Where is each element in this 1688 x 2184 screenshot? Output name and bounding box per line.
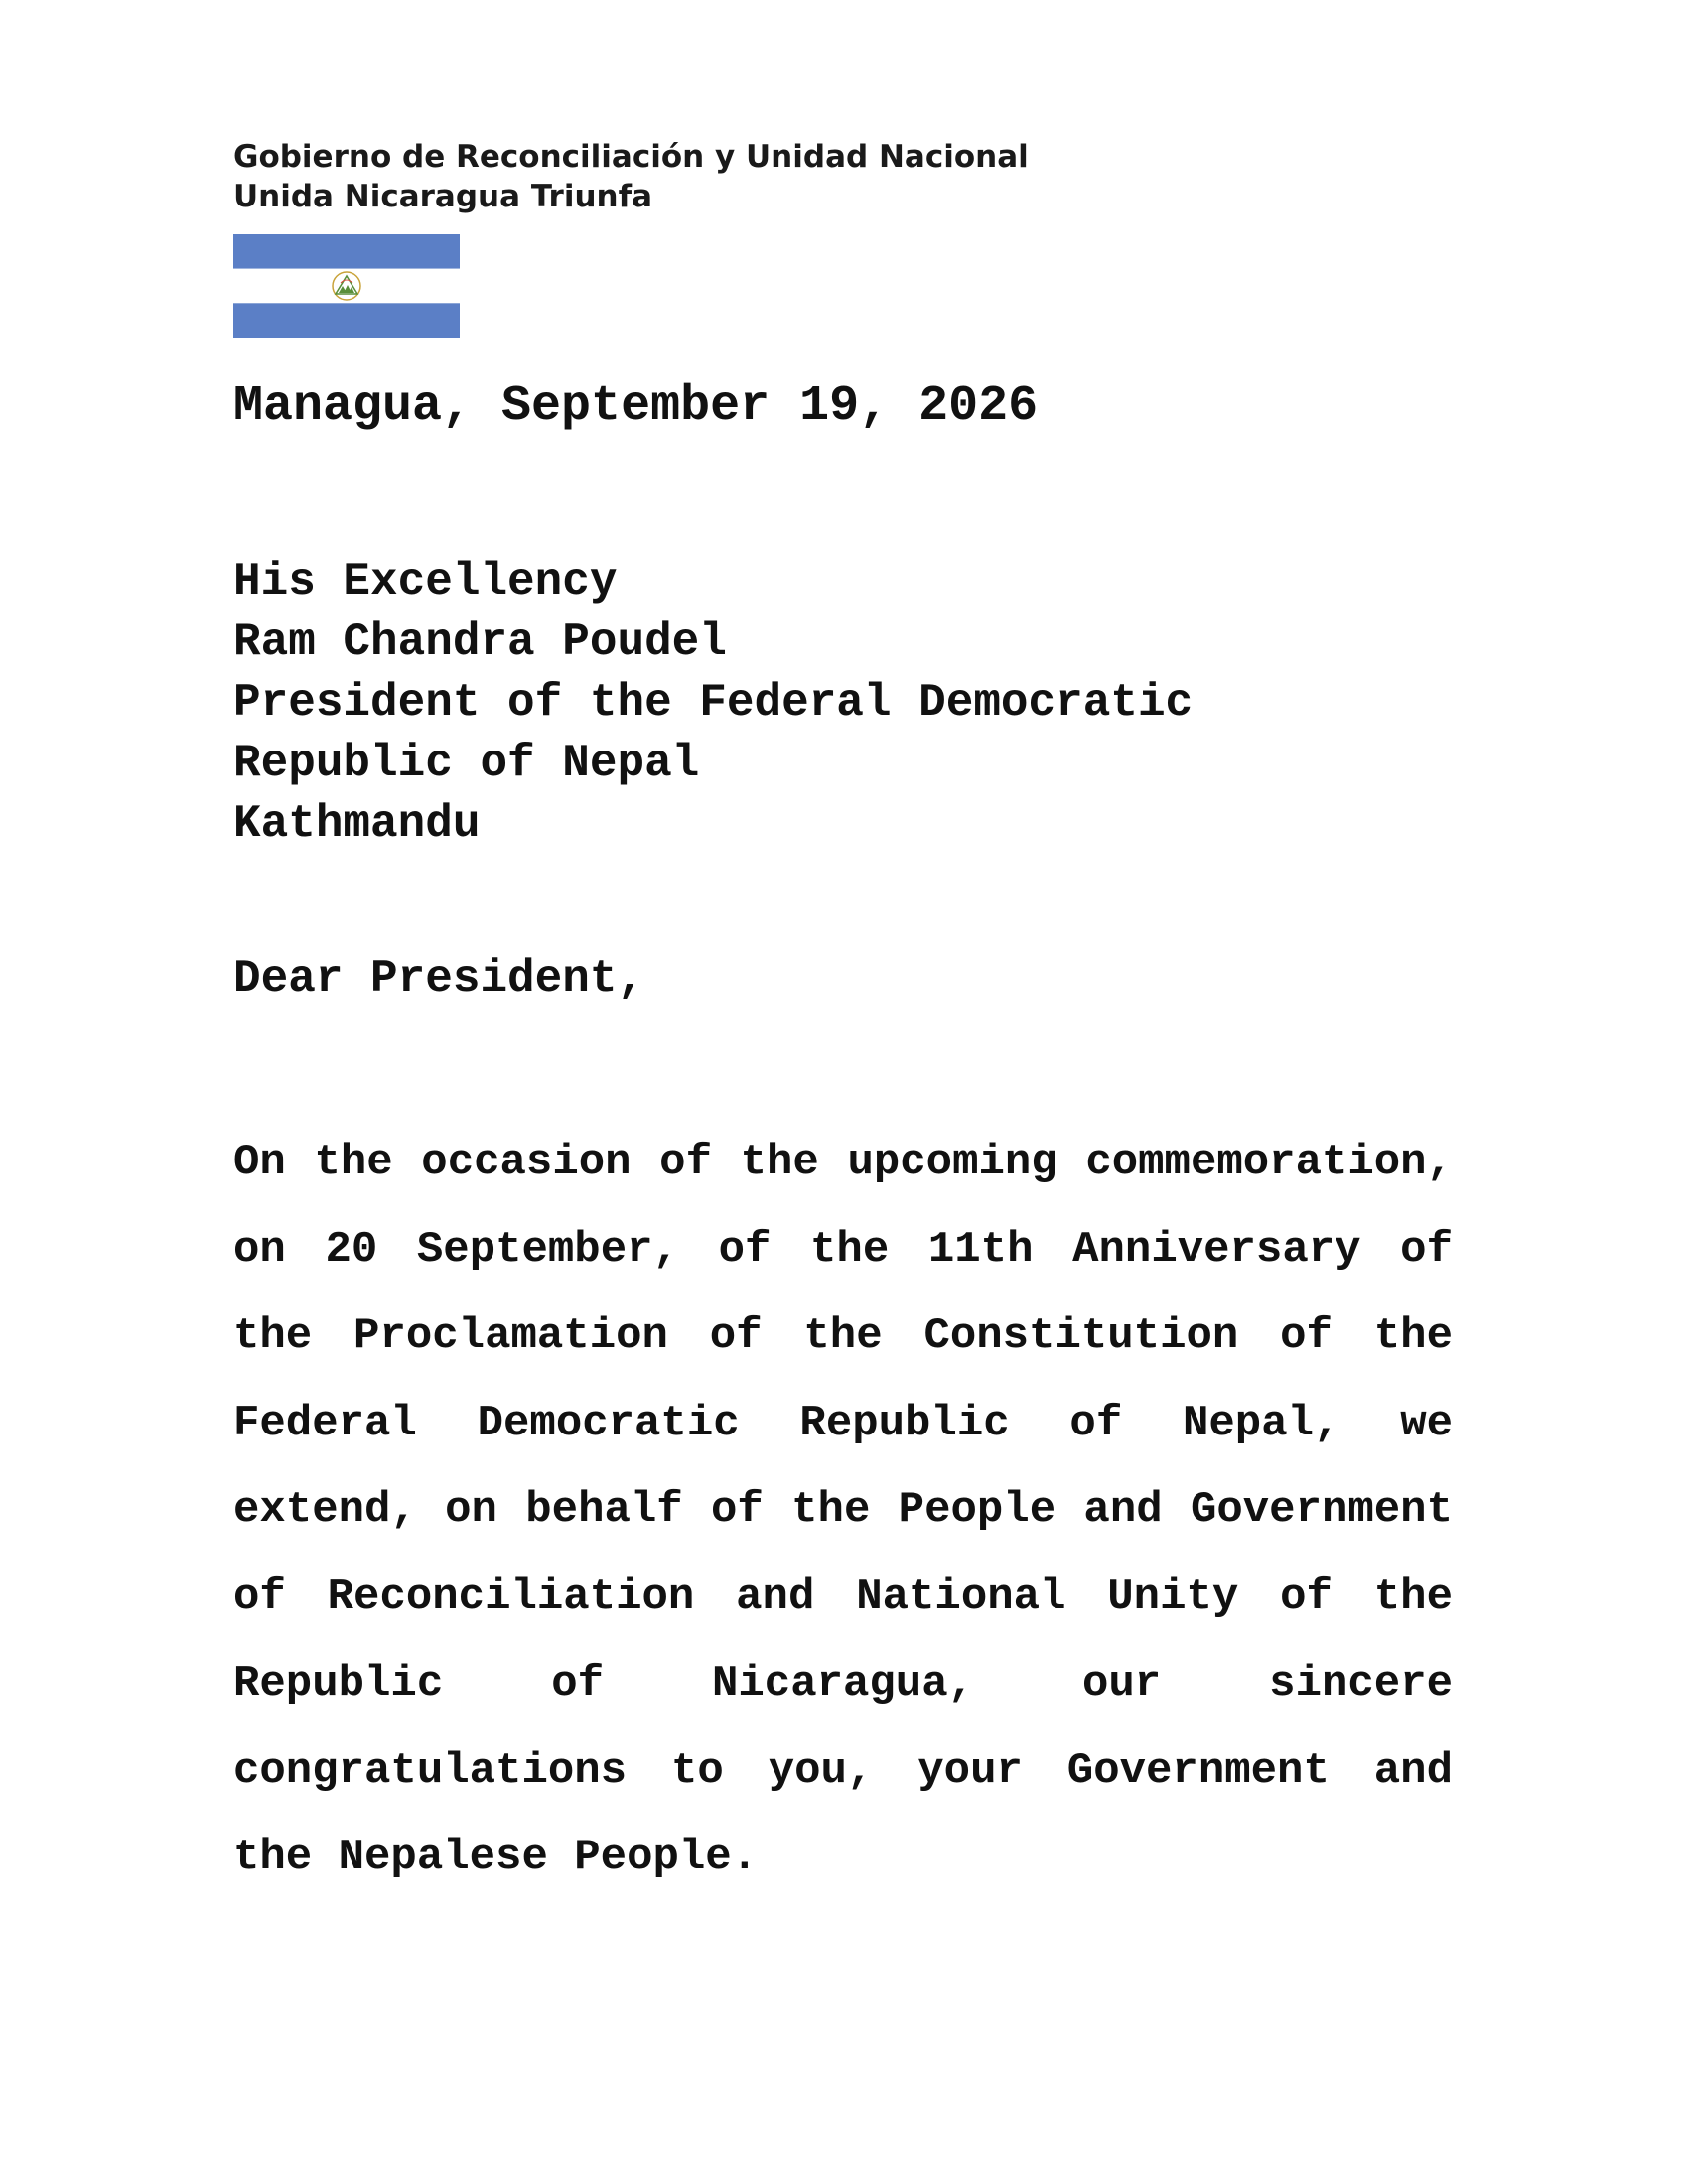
letterhead	[233, 137, 1029, 216]
recipient-title-line1: President of the Federal Democratic	[233, 677, 1194, 729]
recipient-name: Ram Chandra Poudel	[233, 616, 727, 668]
recipient-city: Kathmandu	[233, 798, 481, 850]
nicaragua-flag-icon	[233, 234, 460, 338]
date-line: Managua, September 19, 2026	[233, 378, 1039, 435]
recipient-title-line2: Republic of Nepal	[233, 738, 700, 789]
letter-body: On the occasion of the upcoming commemoration, on 20 September, of the 11th Anniversary of the Proclamation of the Constitution of the Federal Democratic Republic of Nepal, we extend, on behalf of the People and Government of Reconciliation and National Unity of the Republic of Nicaragua, our sincere congratulations to you, your Government and the Nepalese People.	[233, 1138, 1453, 1882]
government-name: Gobierno de Reconciliación y Unidad Nacional	[233, 139, 1029, 175]
government-motto: Unida Nicaragua Triunfa	[233, 179, 653, 214]
recipient-honorific: His Excellency	[233, 556, 618, 608]
recipient-address	[233, 552, 1193, 855]
salutation: Dear President,	[233, 953, 645, 1005]
